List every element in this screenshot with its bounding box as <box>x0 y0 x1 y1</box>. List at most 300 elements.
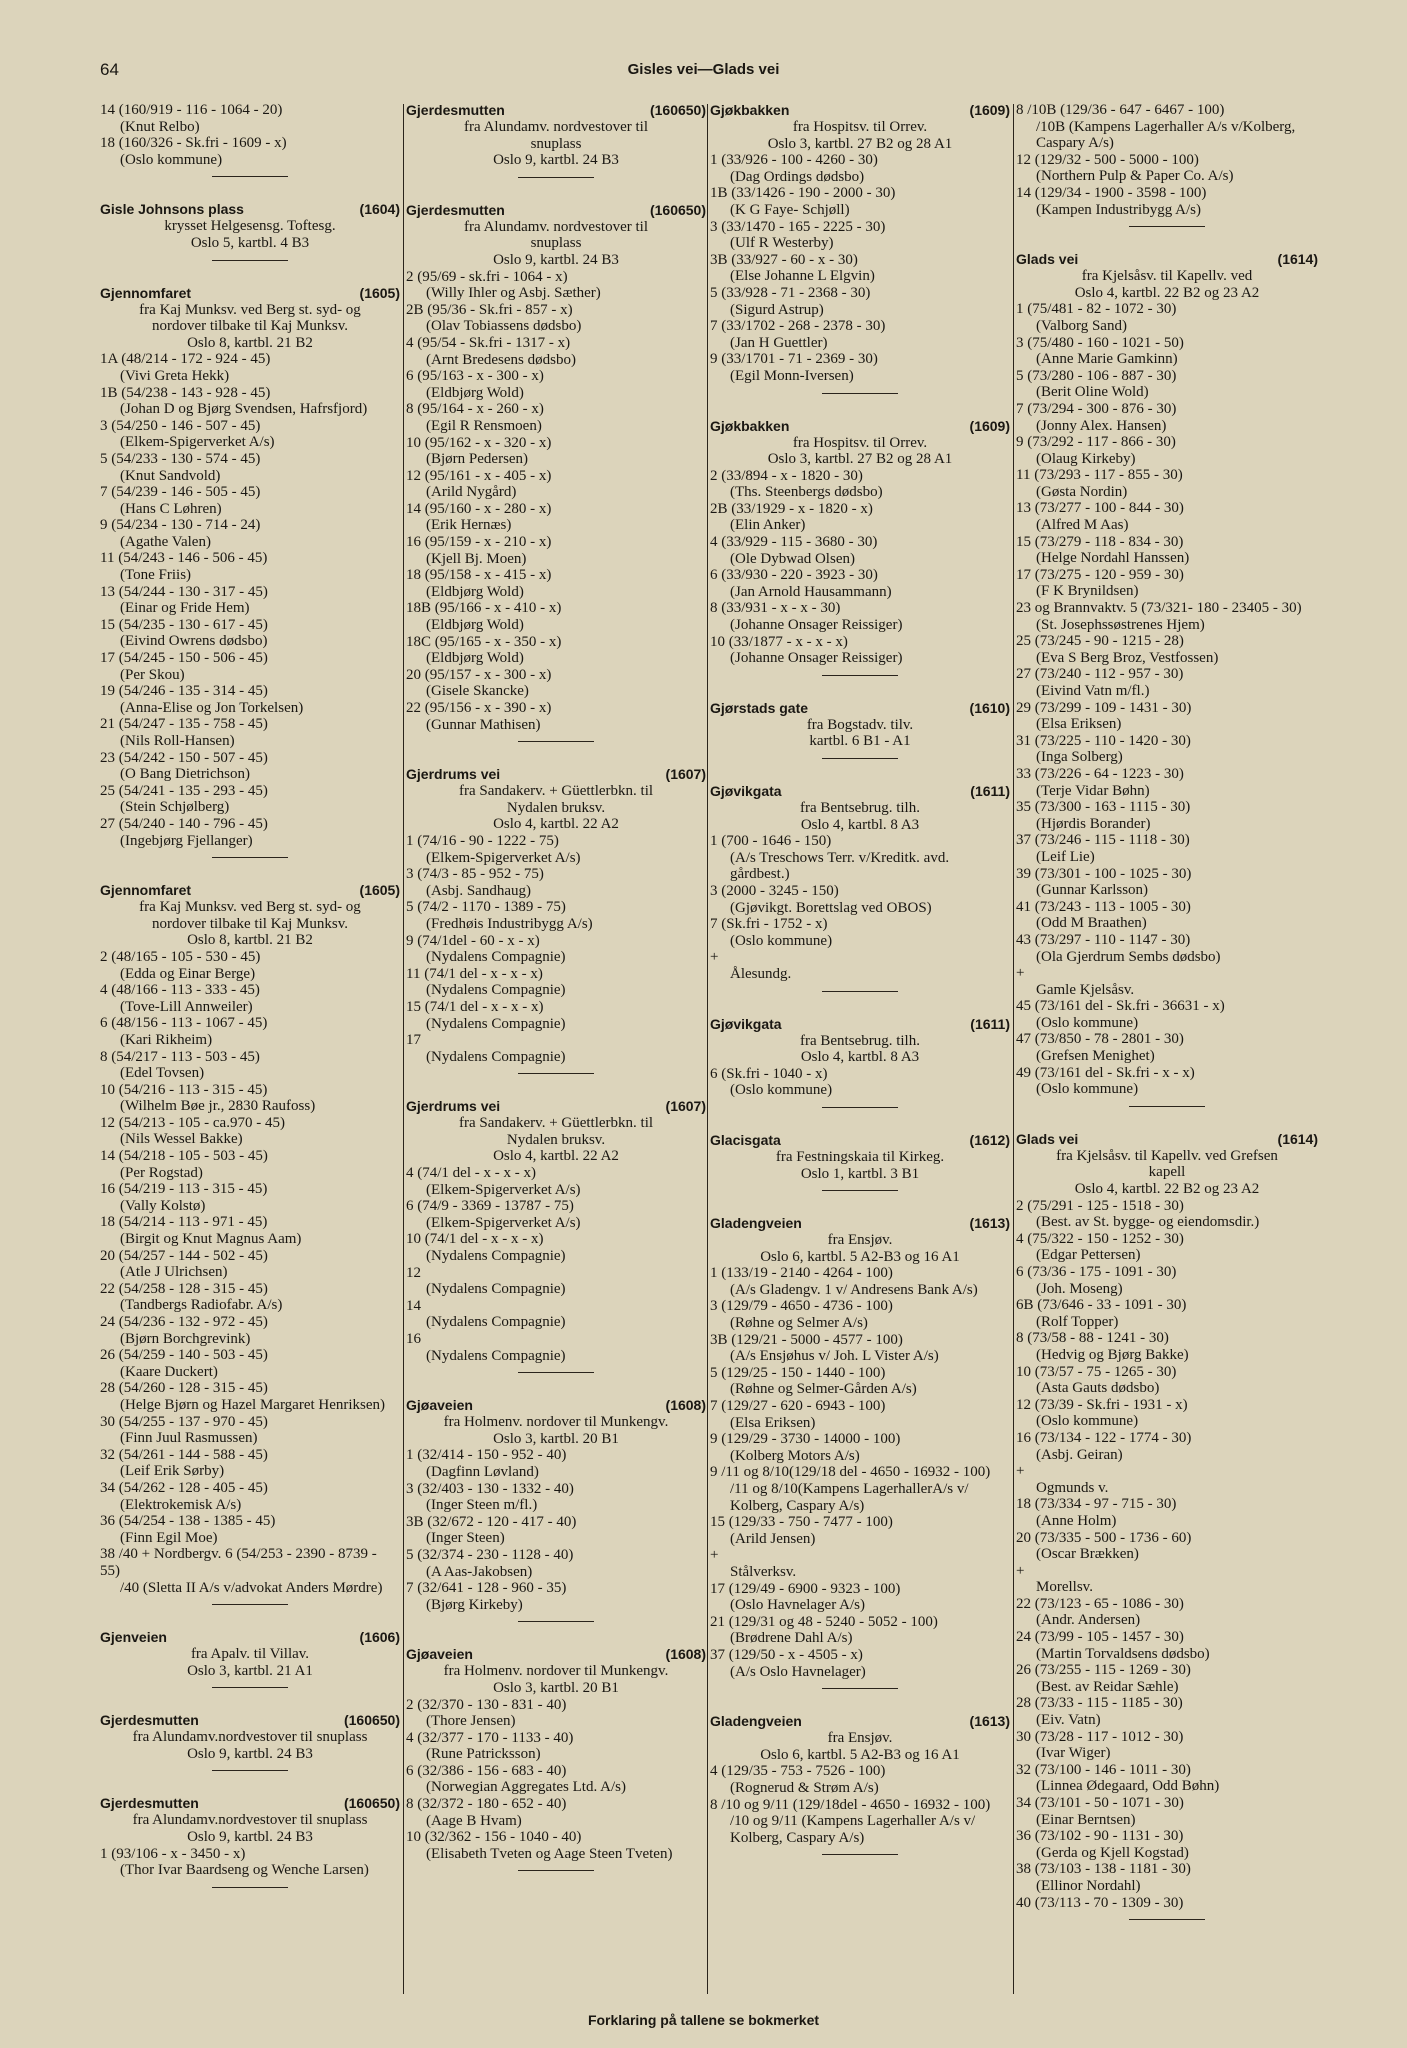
street-heading <box>406 766 706 783</box>
section-separator <box>822 758 898 759</box>
street-section <box>710 418 1010 676</box>
street-description: fra Hospitsv. til Orrev. <box>792 119 928 135</box>
property-owner: (Fredhøis Industribygg A/s) <box>426 915 593 932</box>
property-owner: (Eldbjørg Wold) <box>426 617 524 634</box>
property-owner: (Per Skou) <box>120 666 185 683</box>
property-entry: 9 (54/234 - 130 - 714 - 24) <box>100 517 261 534</box>
property-owner: (Asta Gauts dødsbo) <box>1036 1380 1160 1397</box>
property-entry: 15 (74/1 del - x - x - x) <box>406 998 544 1015</box>
property-entry: 9 /11 og 8/10(129/18 del - 4650 - 16932 - 100) <box>710 1464 991 1481</box>
property-entry: 18 (95/158 - x - 415 - x) <box>406 567 552 584</box>
property-owner: (St. Josephssøstrenes Hjem) <box>1036 616 1205 633</box>
property-owner: (Eiv. Vatn) <box>1036 1712 1101 1729</box>
street-code: (1608) <box>665 1646 706 1663</box>
column-divider <box>403 104 404 1994</box>
property-entry: 8 (33/931 - x - x - 30) <box>710 600 841 617</box>
street-heading <box>710 1016 1010 1033</box>
property-entry: 27 (54/240 - 140 - 796 - 45) <box>100 815 268 832</box>
street-section <box>406 1397 706 1622</box>
property-owner: (Grefsen Menighet) <box>1036 1048 1155 1065</box>
property-entry: 28 (73/33 - 115 - 1185 - 30) <box>1016 1695 1183 1712</box>
section-separator <box>212 857 288 858</box>
property-entry: 1 (93/106 - x - 3450 - x) <box>100 1845 246 1862</box>
street-description: krysset Helgesensg. Toftesg. <box>164 218 336 235</box>
property-owner: (Elkem-Spigerverket A/s) <box>120 434 275 451</box>
street-heading <box>710 418 1010 435</box>
street-name: Gjørstads gate <box>710 699 809 716</box>
property-entry: 6 (48/156 - 113 - 1067 - 45) <box>100 1015 268 1032</box>
street-description: fra Sandakerv. + Güettlerbkn. til <box>458 1115 654 1132</box>
property-owner: (A/s Oslo Havnelager) <box>730 1663 866 1680</box>
street-heading <box>406 1646 706 1663</box>
property-owner: (Inga Solberg) <box>1036 749 1123 766</box>
property-owner: (Eivind Owrens dødsbo) <box>120 633 268 650</box>
property-entry: + <box>1016 965 1025 982</box>
street-heading <box>406 202 706 219</box>
street-description: Nydalen bruksv. <box>506 799 606 816</box>
property-owner: (K G Faye- Schjøll) <box>730 201 850 218</box>
street-description: snuplass <box>530 135 582 152</box>
property-owner: (Jan Arnold Hausammann) <box>730 583 892 600</box>
street-description: Oslo 4, kartbl. 8 A3 <box>800 816 920 833</box>
property-owner: (Willy Ihler og Asbj. Sæther) <box>426 285 601 302</box>
street-heading <box>1016 251 1318 268</box>
property-entry: 14 <box>406 1297 421 1314</box>
property-owner: (Odd M Braathen) <box>1036 915 1147 932</box>
property-entry: 11 (73/293 - 117 - 855 - 30) <box>1016 467 1183 484</box>
property-entry: 21 (129/31 og 48 - 5240 - 5052 - 100) <box>710 1613 938 1630</box>
property-entry: 16 (95/159 - x - 210 - x) <box>406 534 552 551</box>
property-entry: 3 (54/250 - 146 - 507 - 45) <box>100 417 261 434</box>
property-entry: 18 (73/334 - 97 - 715 - 30) <box>1016 1496 1177 1513</box>
property-owner: (Elkem-Spigerverket A/s) <box>426 849 581 866</box>
property-owner: (Kari Rikheim) <box>120 1031 213 1048</box>
property-owner: (O Bang Dietrichson) <box>120 766 250 783</box>
property-owner: (Eldbjørg Wold) <box>426 384 524 401</box>
property-entry: + <box>710 949 719 966</box>
property-owner: (Arild Nygård) <box>426 484 517 501</box>
property-entry: 49 (73/161 del - Sk.fri - x - x) <box>1016 1064 1195 1081</box>
street-heading <box>710 102 1010 119</box>
property-owner: (Nydalens Compagnie) <box>426 1347 566 1364</box>
property-entry: 6B (73/646 - 33 - 1091 - 30) <box>1016 1297 1187 1314</box>
property-entry: 11 (74/1 del - x - x - x) <box>406 965 543 982</box>
property-owner: (Tove-Lill Annweiler) <box>120 998 253 1015</box>
footer-note: Forklaring på tallene se bokmerket <box>587 2012 820 2028</box>
street-description: fra Bentsebrug. tilh. <box>800 800 920 816</box>
property-owner: (Bjørn Pedersen) <box>426 451 529 468</box>
property-entry: 11 (54/243 - 146 - 506 - 45) <box>100 550 268 567</box>
property-entry: + <box>710 1547 719 1564</box>
property-owner: Ålesundg. <box>730 965 792 982</box>
property-owner: /40 (Sletta II A/s v/advokat Anders Mørdre) <box>120 1579 383 1596</box>
property-entry: 6 (73/36 - 175 - 1091 - 30) <box>1016 1264 1177 1280</box>
property-owner: (Oslo kommune) <box>1036 1081 1139 1098</box>
property-owner: (Finn Juul Rasmussen) <box>120 1430 258 1447</box>
property-entry: 8 (54/217 - 113 - 503 - 45) <box>100 1048 260 1065</box>
property-owner: (Ivar Wiger) <box>1036 1745 1111 1762</box>
section-separator <box>212 1604 288 1605</box>
property-owner: (Inger Steen m/fl.) <box>426 1497 538 1514</box>
property-owner: (Thor Ivar Baardseng og Wenche Larsen) <box>120 1862 369 1879</box>
street-code: (1611) <box>970 783 1010 799</box>
property-owner: (Nydalens Compagnie) <box>426 1248 566 1265</box>
street-heading <box>710 783 1010 800</box>
property-entry: 3B (32/672 - 120 - 417 - 40) <box>406 1513 577 1530</box>
section-separator <box>518 1870 594 1871</box>
property-owner: /11 og 8/10(Kampens LagerhallerA/s v/ Kolberg, Caspary A/s) <box>730 1481 969 1514</box>
column-2 <box>406 102 706 1895</box>
section-separator <box>822 1854 898 1855</box>
property-entry: 14 (95/160 - x - 280 - x) <box>406 500 552 517</box>
property-owner: (Elkem-Spigerverket A/s) <box>426 1181 581 1198</box>
property-owner: (Kaare Duckert) <box>120 1363 218 1380</box>
property-entry: 15 (54/235 - 130 - 617 - 45) <box>100 616 268 633</box>
property-entry: 23 (54/242 - 150 - 507 - 45) <box>100 749 268 766</box>
property-entry: 10 (73/57 - 75 - 1265 - 30) <box>1016 1363 1177 1380</box>
property-entry: 34 (54/262 - 128 - 405 - 45) <box>100 1479 268 1496</box>
property-entry: 6 (95/163 - x - 300 - x) <box>406 368 544 385</box>
property-entry: 10 (33/1877 - x - x - x) <box>710 633 848 650</box>
property-entry: 4 (33/929 - 115 - 3680 - 30) <box>710 534 878 551</box>
street-description: fra Apalv. til Villav. <box>190 1646 310 1663</box>
street-description: fra Kaj Munksv. ved Berg st. syd- og <box>139 301 361 318</box>
street-name: Gjenveien <box>100 1629 167 1646</box>
property-entry: 37 (129/50 - x - 4505 - x) <box>710 1646 863 1663</box>
street-description: fra Kjelsåsv. til Kapellv. ved <box>1081 268 1253 285</box>
property-owner: (Tone Friis) <box>120 567 192 584</box>
property-entry: 25 (73/245 - 90 - 1215 - 28) <box>1016 633 1184 650</box>
property-owner: (Bjørg Kirkeby) <box>426 1596 523 1613</box>
property-owner: (Helge Nordahl Hanssen) <box>1036 550 1190 567</box>
street-name: Gjøkbakken <box>710 417 790 434</box>
street-code: (1607) <box>665 1098 706 1115</box>
property-owner: (Andr. Andersen) <box>1036 1612 1141 1629</box>
property-owner: (Kjell Bj. Moen) <box>426 550 527 567</box>
street-heading <box>100 201 400 218</box>
property-owner: (Nils Roll-Hansen) <box>120 733 235 749</box>
street-section <box>100 201 400 260</box>
property-entry: 32 (73/100 - 146 - 1011 - 30) <box>1016 1761 1191 1778</box>
street-code: (160650) <box>649 201 706 218</box>
street-heading <box>100 285 400 302</box>
property-entry: 14 (54/218 - 105 - 503 - 45) <box>100 1148 268 1165</box>
property-entry: 5 (73/280 - 106 - 887 - 30) <box>1016 367 1177 384</box>
street-section <box>100 882 400 1605</box>
property-owner: (Johanne Onsager Reissiger) <box>730 650 903 667</box>
street-section <box>406 1646 706 1871</box>
property-owner: (Gisele Skancke) <box>426 683 529 700</box>
property-entry: 6 (Sk.fri - 1040 - x) <box>710 1065 828 1082</box>
property-entry: 1 (32/414 - 150 - 952 - 40) <box>406 1447 567 1464</box>
property-owner: (Alfred M Aas) <box>1036 517 1129 534</box>
property-owner: (Per Rogstad) <box>120 1164 203 1181</box>
street-description: Nydalen bruksv. <box>506 1131 606 1148</box>
property-owner: (Berit Oline Wold) <box>1036 384 1149 401</box>
property-owner: (Joh. Moseng) <box>1036 1280 1123 1297</box>
property-owner: (Asbj. Sandhaug) <box>426 882 531 899</box>
property-entry: 9 (33/1701 - 71 - 2369 - 30) <box>710 351 878 368</box>
property-owner: (Arild Jensen) <box>730 1530 816 1547</box>
street-section <box>710 1132 1010 1191</box>
street-description: fra Bogstadv. tilv. <box>806 716 914 733</box>
property-entry: 6 (33/930 - 220 - 3923 - 30) <box>710 567 878 584</box>
property-entry: 3 (32/403 - 130 - 1332 - 40) <box>406 1480 574 1497</box>
property-owner: (Linnea Ødegaard, Odd Bøhn) <box>1036 1778 1220 1795</box>
property-owner: Stålverksv. <box>730 1563 797 1580</box>
street-code: (1605) <box>359 882 400 899</box>
property-entry: 8 /10 og 9/11 (129/18del - 4650 - 16932 - 100) <box>710 1796 991 1813</box>
property-entry: 16 (73/134 - 122 - 1774 - 30) <box>1016 1429 1192 1446</box>
street-description: fra Kjelsåsv. til Kapellv. ved Grefsen <box>1056 1147 1278 1164</box>
property-owner: (Helge Bjørn og Hazel Margaret Henriksen) <box>120 1396 386 1413</box>
property-entry: 7 (32/641 - 128 - 960 - 35) <box>406 1580 567 1597</box>
property-owner: (Gerda og Kjell Kogstad) <box>1036 1844 1189 1861</box>
property-owner: (Oslo kommune) <box>730 1082 833 1099</box>
property-entry: 18C (95/165 - x - 350 - x) <box>406 633 562 650</box>
property-owner: (F K Brynildsen) <box>1036 583 1139 600</box>
street-heading <box>100 1795 400 1812</box>
property-owner: (Best. av Reidar Sæhle) <box>1036 1678 1179 1695</box>
street-section <box>406 766 706 1074</box>
property-entry: 4 (48/166 - 113 - 333 - 45) <box>100 982 260 999</box>
street-heading <box>406 102 706 119</box>
street-description: Oslo 5, kartbl. 4 B3 <box>190 234 310 251</box>
property-entry: 18 (54/214 - 113 - 971 - 45) <box>100 1214 268 1231</box>
property-owner: (Vivi Greta Hekk) <box>120 367 230 384</box>
street-section <box>1016 102 1318 227</box>
property-owner: (Jan H Guettler) <box>730 334 828 351</box>
property-entry: 34 (73/101 - 50 - 1071 - 30) <box>1016 1795 1184 1811</box>
property-owner: (Nydalens Compagnie) <box>426 1314 566 1331</box>
property-owner: (Wilhelm Bøe jr., 2830 Raufoss) <box>120 1098 316 1115</box>
street-section <box>100 102 400 177</box>
property-entry: 25 (54/241 - 135 - 293 - 45) <box>100 782 268 799</box>
street-code: (1614) <box>1277 251 1318 268</box>
street-description: Oslo 3, kartbl. 21 A1 <box>187 1662 313 1679</box>
property-entry: 3 (74/3 - 85 - 952 - 75) <box>406 866 544 883</box>
property-entry: 1 (33/926 - 100 - 4260 - 30) <box>710 152 878 169</box>
section-separator <box>518 1372 594 1373</box>
property-owner: (Arnt Bredesens dødsbo) <box>426 351 576 368</box>
street-heading <box>100 1712 400 1729</box>
property-entry: 6 (74/9 - 3369 - 13787 - 75) <box>406 1198 574 1215</box>
property-owner: (Einar Berntsen) <box>1036 1811 1136 1828</box>
street-name: Gjøvikgata <box>710 783 782 799</box>
street-description: Oslo 3, kartbl. 20 B1 <box>493 1430 619 1447</box>
column-1 <box>100 102 400 1912</box>
street-name: Gjøvikgata <box>710 1015 782 1032</box>
section-separator <box>212 1770 288 1771</box>
street-section <box>100 1629 400 1688</box>
property-entry: 26 (54/259 - 140 - 503 - 45) <box>100 1347 268 1364</box>
property-entry: 21 (54/247 - 135 - 758 - 45) <box>100 716 268 733</box>
property-entry: 3 (75/480 - 160 - 1021 - 50) <box>1016 334 1184 351</box>
street-section <box>100 1712 400 1771</box>
street-name: Gisle Johnsons plass <box>100 201 244 218</box>
street-code: (1613) <box>969 1215 1010 1232</box>
property-owner: (Olaug Kirkeby) <box>1036 450 1136 467</box>
property-entry: 7 (54/239 - 146 - 505 - 45) <box>100 484 261 501</box>
property-owner: (Valborg Sand) <box>1036 317 1127 334</box>
property-owner: (Hedvig og Bjørg Bakke) <box>1036 1346 1189 1363</box>
property-owner: (Johan D og Bjørg Svendsen, Hafrsfjord) <box>120 401 368 418</box>
property-entry: 5 (74/2 - 1170 - 1389 - 75) <box>406 899 566 916</box>
street-heading <box>406 1397 706 1414</box>
property-entry: 2 (95/69 - sk.fri - 1064 - x) <box>406 268 568 285</box>
street-name: Gjerdesmutten <box>100 1795 199 1812</box>
property-entry: 16 <box>406 1331 421 1347</box>
property-entry: 10 (54/216 - 113 - 315 - 45) <box>100 1081 268 1098</box>
property-owner: (Gunnar Mathisen) <box>426 716 541 733</box>
property-entry: 29 (73/299 - 109 - 1431 - 30) <box>1016 699 1192 716</box>
street-section <box>406 102 706 178</box>
property-owner: (Erik Hernæs) <box>426 517 512 534</box>
street-description: fra Holmenv. nordover til Munkengv. <box>443 1414 669 1431</box>
street-name: Gjerdesmutten <box>100 1712 199 1729</box>
street-section <box>1016 1131 1318 1920</box>
section-separator <box>212 176 288 177</box>
property-owner: (Eivind Vatn m/fl.) <box>1036 683 1150 699</box>
property-owner: (Anne Holm) <box>1036 1512 1117 1529</box>
property-owner: (Dagfinn Løvland) <box>426 1463 539 1480</box>
column-4 <box>1016 102 1318 1944</box>
property-owner: (Gøsta Nordin) <box>1036 483 1128 500</box>
street-description: Oslo 4, kartbl. 22 B2 og 23 A2 <box>1074 284 1260 301</box>
property-owner: (Egil R Rensmoen) <box>426 417 542 434</box>
property-entry: 39 (73/301 - 100 - 1025 - 30) <box>1016 865 1192 882</box>
street-description: fra Sandakerv. + Güettlerbkn. til <box>458 783 654 800</box>
street-section <box>100 1795 400 1887</box>
property-entry: 5 (54/233 - 130 - 574 - 45) <box>100 450 261 467</box>
property-entry: 4 (32/377 - 170 - 1133 - 40) <box>406 1729 574 1746</box>
property-entry: 31 (73/225 - 110 - 1420 - 30) <box>1016 732 1191 749</box>
property-owner: (Thore Jensen) <box>426 1713 516 1730</box>
street-section <box>406 202 706 742</box>
property-owner: (Bjørn Borchgrevink) <box>120 1330 251 1347</box>
property-owner: (A/s Ensjøhus v/ Joh. L Vister A/s) <box>730 1348 939 1365</box>
property-entry: 14 (129/34 - 1900 - 3598 - 100) <box>1016 184 1207 201</box>
property-owner: (Dag Ordings dødsbo) <box>730 168 865 185</box>
property-entry: 4 (95/54 - Sk.fri - 1317 - x) <box>406 334 571 351</box>
section-separator <box>212 1887 288 1888</box>
street-description: Oslo 9, kartbl. 24 B3 <box>187 1745 313 1762</box>
street-section <box>100 285 400 859</box>
property-owner: (Agathe Valen) <box>120 533 211 550</box>
section-separator <box>822 393 898 394</box>
property-entry: 41 (73/243 - 113 - 1005 - 30) <box>1016 898 1191 915</box>
street-name: Gjøaveien <box>406 1646 473 1663</box>
property-entry: 18 (160/326 - Sk.fri - 1609 - x) <box>100 135 287 152</box>
property-entry: 5 (33/928 - 71 - 2368 - 30) <box>710 284 871 301</box>
street-name: Gjennomfaret <box>100 284 192 301</box>
column-divider <box>1013 104 1014 1994</box>
property-owner: (Ulf R Westerby) <box>730 235 834 252</box>
street-code: (1611) <box>970 1015 1010 1032</box>
property-entry: 1 (133/19 - 2140 - 4264 - 100) <box>710 1265 893 1282</box>
section-separator <box>212 1687 288 1688</box>
section-separator <box>1129 1919 1205 1920</box>
property-entry: 12 (129/32 - 500 - 5000 - 100) <box>1016 151 1199 168</box>
property-owner: (Oslo Havnelager A/s) <box>730 1597 865 1614</box>
property-entry: 10 (74/1 del - x - x - x) <box>406 1231 544 1248</box>
property-owner: (Knut Sandvold) <box>120 467 221 484</box>
property-owner: (Knut Relbo) <box>120 118 200 135</box>
street-description: fra Holmenv. nordover til Munkengv. <box>443 1663 669 1680</box>
street-description: Oslo 4, kartbl. 22 A2 <box>493 1148 619 1165</box>
property-entry: 10 (32/362 - 156 - 1040 - 40) <box>406 1829 582 1846</box>
property-entry: 15 (73/279 - 118 - 834 - 30) <box>1016 533 1184 550</box>
property-entry: 1 (74/16 - 90 - 1222 - 75) <box>406 832 559 849</box>
property-entry: 8 (32/372 - 180 - 652 - 40) <box>406 1796 567 1813</box>
street-name: Gjerdesmutten <box>406 102 505 118</box>
street-heading <box>710 1215 1010 1232</box>
street-name: Gjerdrums vei <box>406 1098 501 1115</box>
street-description: Oslo 3, kartbl. 27 B2 og 28 A1 <box>767 451 953 468</box>
property-entry: 27 (73/240 - 112 - 957 - 30) <box>1016 666 1184 683</box>
property-entry: 8 (73/58 - 88 - 1241 - 30) <box>1016 1330 1169 1347</box>
property-owner: (Oslo kommune) <box>120 151 223 168</box>
property-entry: 14 (160/919 - 116 - 1064 - 20) <box>100 102 283 118</box>
property-owner: (Elsa Eriksen) <box>1036 716 1122 733</box>
street-description: fra Alundamv.nordvestover til snuplass <box>132 1812 368 1829</box>
property-entry: 36 (54/254 - 138 - 1385 - 45) <box>100 1513 276 1530</box>
property-entry: 4 (74/1 del - x - x - x) <box>406 1165 536 1182</box>
property-entry: 3B (33/927 - 60 - x - 30) <box>710 251 858 268</box>
property-owner: (Finn Egil Moe) <box>120 1529 218 1546</box>
section-separator <box>822 1688 898 1689</box>
property-entry: 3 (2000 - 3245 - 150) <box>710 882 839 899</box>
property-entry: 24 (73/99 - 105 - 1457 - 30) <box>1016 1629 1184 1646</box>
property-entry: 9 (73/292 - 117 - 866 - 30) <box>1016 434 1176 451</box>
property-entry: 8 /10B (129/36 - 647 - 6467 - 100) <box>1016 102 1225 118</box>
street-code: (1604) <box>359 201 400 218</box>
property-owner: (Einar og Fride Hem) <box>120 600 250 617</box>
street-code: (160650) <box>343 1795 400 1812</box>
property-owner: (Nydalens Compagnie) <box>426 1015 566 1032</box>
street-description: Oslo 8, kartbl. 21 B2 <box>187 334 313 351</box>
street-name: Glads vei <box>1016 1130 1079 1147</box>
property-owner: (Elisabeth Tveten og Aage Steen Tveten) <box>426 1845 673 1862</box>
street-description: fra Alundamv.nordvestover til snuplass <box>132 1729 368 1746</box>
property-owner: (Leif Lie) <box>1036 848 1095 865</box>
street-heading <box>710 1713 1010 1730</box>
street-description: kapell <box>1148 1164 1186 1181</box>
section-separator <box>822 1190 898 1191</box>
street-description: Oslo 9, kartbl. 24 B3 <box>493 251 619 268</box>
property-owner: (Edel Tovsen) <box>120 1065 205 1082</box>
property-owner: (Kolberg Motors A/s) <box>730 1447 860 1464</box>
street-name: Gjøkbakken <box>710 102 790 118</box>
section-separator <box>1129 1106 1205 1107</box>
section-separator <box>1129 226 1205 227</box>
street-code: (1609) <box>969 102 1010 118</box>
property-owner: (Ellinor Nordahl) <box>1036 1877 1141 1894</box>
property-entry: 32 (54/261 - 144 - 588 - 45) <box>100 1446 268 1463</box>
property-entry: 38 (73/103 - 138 - 1181 - 30) <box>1016 1861 1191 1878</box>
property-owner: (Elkem-Spigerverket A/s) <box>426 1214 581 1231</box>
property-entry: 1B (54/238 - 143 - 928 - 45) <box>100 384 271 401</box>
street-description: kartbl. 6 B1 - A1 <box>809 733 911 750</box>
property-entry: 30 (73/28 - 117 - 1012 - 30) <box>1016 1728 1184 1745</box>
property-entry: 24 (54/236 - 132 - 972 - 45) <box>100 1314 268 1330</box>
property-entry: 13 (54/244 - 130 - 317 - 45) <box>100 583 268 600</box>
property-entry: 4 (129/35 - 753 - 7526 - 100) <box>710 1763 886 1780</box>
street-section <box>710 700 1010 759</box>
property-entry: 36 (73/102 - 90 - 1131 - 30) <box>1016 1828 1184 1845</box>
property-owner: (Inger Steen) <box>426 1530 505 1547</box>
property-owner: (Gunnar Karlsson) <box>1036 882 1149 899</box>
